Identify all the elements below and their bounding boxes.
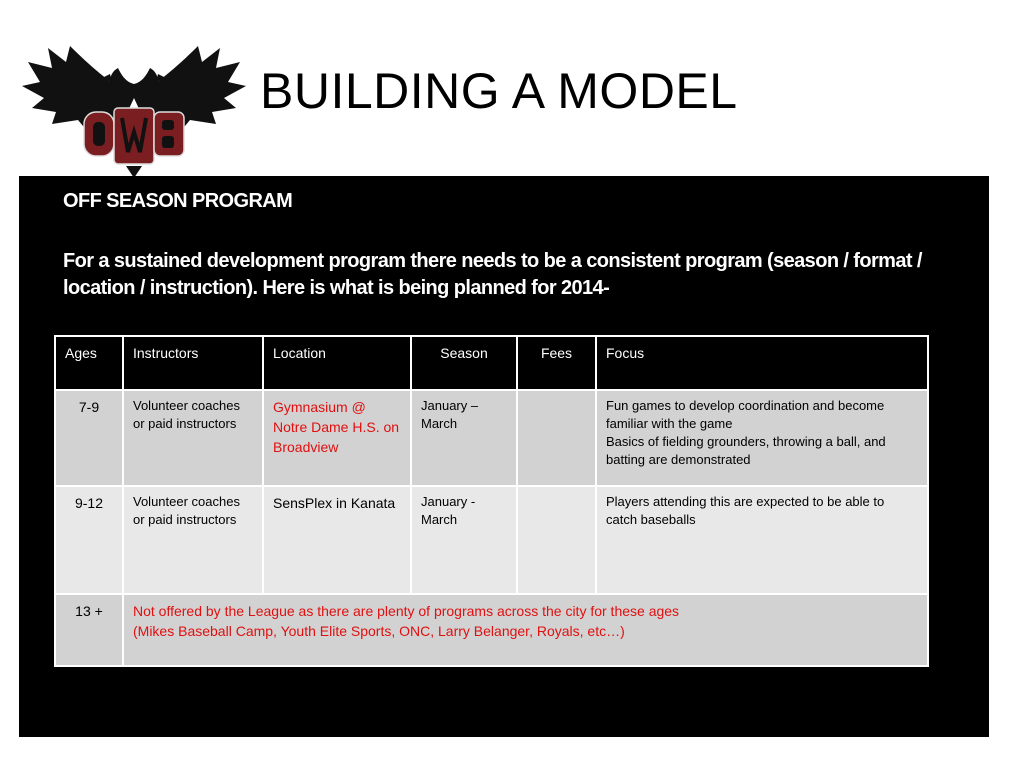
cell-ages: 7-9 — [55, 390, 123, 486]
cell-location: Gymnasium @ Notre Dame H.S. on Broadview — [263, 390, 411, 486]
header-ages: Ages — [55, 336, 123, 390]
header-location: Location — [263, 336, 411, 390]
focus-line: Fun games to develop coordination and become familiar with the game — [606, 398, 885, 431]
section-heading: OFF SEASON PROGRAM — [63, 190, 293, 212]
header-focus: Focus — [596, 336, 928, 390]
cell-season: January - March — [411, 486, 517, 594]
cell-focus — [596, 486, 928, 594]
table-header-row — [55, 336, 928, 390]
note-line: Not offered by the League as there are plenty of programs across the city for these ages — [133, 603, 680, 619]
cell-fees — [517, 486, 596, 594]
focus-line: Basics of fielding grounders, throwing a ball, and batting are demonstrated — [606, 434, 886, 467]
header-instructors: Instructors — [123, 336, 263, 390]
table-row — [55, 594, 928, 666]
table-row — [55, 486, 928, 594]
header-fees: Fees — [517, 336, 596, 390]
header-season: Season — [411, 336, 517, 390]
owb-logo — [18, 28, 250, 178]
cell-note — [123, 594, 928, 666]
cell-ages: 9-12 — [55, 486, 123, 594]
section-description: For a sustained development program there needs to be a consistent program (season / format / location / instruction). Here is what is being planned for 2014- — [63, 250, 922, 299]
cell-focus — [596, 390, 928, 486]
cell-instructors: Volunteer coaches or paid instructors — [123, 390, 263, 486]
cell-season: January – March — [411, 390, 517, 486]
cell-fees — [517, 390, 596, 486]
cell-ages: 13 + — [55, 594, 123, 666]
focus-line: Players attending this are expected to be able to catch baseballs — [606, 494, 885, 527]
slide-title: BUILDING A MODEL — [260, 63, 738, 119]
logo-heads — [110, 68, 159, 98]
note-line: (Mikes Baseball Camp, Youth Elite Sports, ONC, Larry Belanger, Royals, etc…) — [133, 623, 625, 639]
program-table — [54, 335, 929, 667]
table-row — [55, 390, 928, 486]
content-panel — [19, 176, 989, 737]
cell-instructors: Volunteer coaches or paid instructors — [123, 486, 263, 594]
cell-location: SensPlex in Kanata — [263, 486, 411, 594]
